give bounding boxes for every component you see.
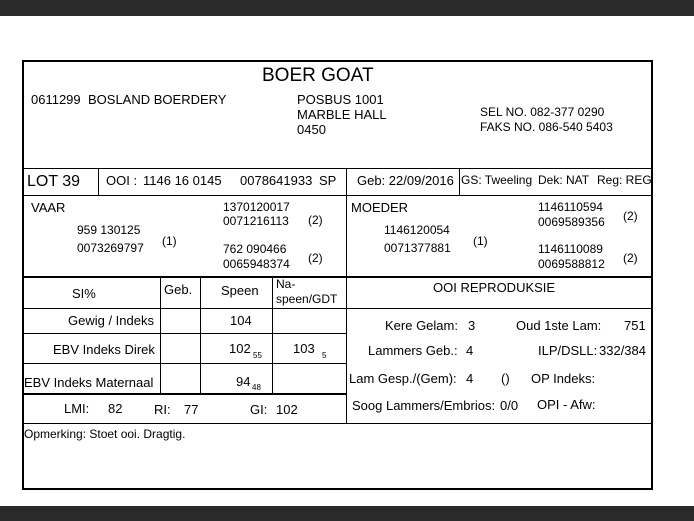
mv-mult: (2) — [623, 209, 638, 223]
gesp-label: Lam Gesp./(Gem): — [349, 371, 457, 386]
vv-mult: (2) — [308, 213, 323, 227]
v-mult: (1) — [162, 234, 177, 248]
vrule-perf-1 — [160, 277, 161, 394]
gem-value: () — [501, 371, 510, 386]
mv-id: 1146110594 — [538, 200, 603, 214]
soog-value: 0/0 — [500, 398, 519, 413]
breeder-name: BOSLAND BOERDERY — [88, 92, 227, 107]
m-id: 1146120054 — [384, 223, 450, 237]
rule-ebv-direk — [22, 363, 346, 364]
address-line-2: MARBLE HALL — [297, 107, 387, 122]
lammers-value: 4 — [466, 343, 474, 358]
v-id: 959 130125 — [77, 223, 141, 237]
m-mult: (1) — [473, 234, 488, 248]
fax-number: FAKS NO. 086-540 5403 — [480, 120, 613, 134]
ooi-label: OOI : — [106, 173, 138, 188]
frame-left — [22, 60, 24, 490]
ebv-mat-label: EBV Indeks Maternaal — [24, 375, 154, 390]
lmi-value: 82 — [108, 401, 123, 416]
naspeen-header-1: Na- — [276, 277, 296, 291]
vaar-label: VAAR — [31, 200, 66, 215]
frame-bottom — [22, 488, 653, 490]
vrule-lot-3 — [459, 168, 460, 195]
gewig-speen: 104 — [230, 313, 252, 328]
ebv-mat-speen-sub: 48 — [252, 383, 261, 392]
opi-label: OPI - Afw: — [537, 397, 596, 412]
remark: Opmerking: Stoet ooi. Dragtig. — [24, 427, 186, 441]
ebv-direk-speen-sub: 55 — [253, 351, 262, 360]
op-label: OP Indeks: — [531, 371, 596, 386]
frame-right — [651, 60, 653, 490]
tel-number: SEL NO. 082-377 0290 — [480, 105, 605, 119]
soog-label: Soog Lammers/Embrios: — [352, 398, 496, 413]
m-reg: 0071377881 — [384, 241, 451, 255]
vm-mult: (2) — [308, 251, 323, 265]
mm-id: 1146110089 — [538, 242, 603, 256]
rule-ebv-mat — [22, 393, 346, 395]
rule-index — [22, 423, 653, 424]
lammers-label: Lammers Geb.: — [368, 343, 458, 358]
rule-pedigree — [22, 276, 653, 278]
geb-header: Geb. — [164, 282, 193, 297]
breeder-code: 0611299 — [31, 92, 81, 107]
vrule-lot-1 — [98, 168, 99, 195]
ooi-reg: 0078641933 — [240, 173, 313, 188]
moeder-label: MOEDER — [351, 200, 409, 215]
rule-perf-header — [22, 308, 653, 309]
vrule-perf-2 — [200, 277, 201, 394]
mm-reg: 0069588812 — [538, 257, 605, 271]
oud-value: 751 — [624, 318, 646, 333]
si-header: SI% — [72, 286, 96, 301]
address-line-3: 0450 — [297, 122, 326, 137]
vrule-perf-3 — [272, 277, 273, 394]
ri-value: 77 — [184, 402, 199, 417]
reg-status: Reg: REG — [597, 173, 652, 187]
mm-mult: (2) — [623, 251, 638, 265]
kere-value: 3 — [468, 318, 476, 333]
birth-date: Geb: 22/09/2016 — [357, 173, 454, 188]
rule-gewig — [22, 333, 346, 334]
vm-reg: 0065948374 — [223, 257, 290, 271]
vv-reg: 0071216113 — [223, 214, 289, 228]
vm-id: 762 090466 — [223, 242, 287, 256]
rule-lot — [22, 195, 653, 196]
oud-label: Oud 1ste Lam: — [516, 318, 602, 333]
gs-type: GS: Tweeling — [461, 173, 533, 187]
ebv-direk-na-sub: 5 — [322, 351, 327, 360]
page-title: BOER GOAT — [262, 65, 374, 86]
lmi-label: LMI: — [64, 401, 90, 416]
mv-reg: 0069589356 — [538, 215, 605, 229]
ebv-direk-label: EBV Indeks Direk — [53, 342, 155, 357]
frame-top — [22, 60, 653, 62]
rule-header — [22, 168, 653, 169]
ooi-sp: SP — [319, 173, 337, 188]
repro-title: OOI REPRODUKSIE — [433, 280, 556, 295]
gesp-value: 4 — [466, 371, 474, 386]
ilp-label: ILP/DSLL: — [538, 343, 598, 358]
ebv-direk-na: 103 — [293, 341, 315, 356]
lot-number: LOT 39 — [27, 173, 81, 190]
gi-label: GI: — [250, 402, 268, 417]
v-reg: 0073269797 — [77, 241, 144, 255]
vv-id: 1370120017 — [223, 200, 290, 214]
ebv-direk-speen: 102 — [229, 341, 251, 356]
ooi-id: 1146 16 0145 — [143, 173, 222, 188]
gewig-label: Gewig / Indeks — [68, 313, 154, 328]
speen-header: Speen — [221, 283, 259, 298]
ilp-value: 332/384 — [599, 343, 646, 358]
ri-label: RI: — [154, 402, 171, 417]
gi-value: 102 — [276, 402, 298, 417]
address-line-1: POSBUS 1001 — [297, 92, 384, 107]
dek-type: Dek: NAT — [538, 173, 590, 187]
top-dark-band — [0, 0, 694, 16]
ebv-mat-speen: 94 — [236, 374, 251, 389]
naspeen-header-2: speen/GDT — [276, 292, 338, 306]
kere-label: Kere Gelam: — [385, 318, 458, 333]
vrule-lot-2 — [346, 168, 347, 423]
bottom-dark-band — [0, 506, 694, 521]
